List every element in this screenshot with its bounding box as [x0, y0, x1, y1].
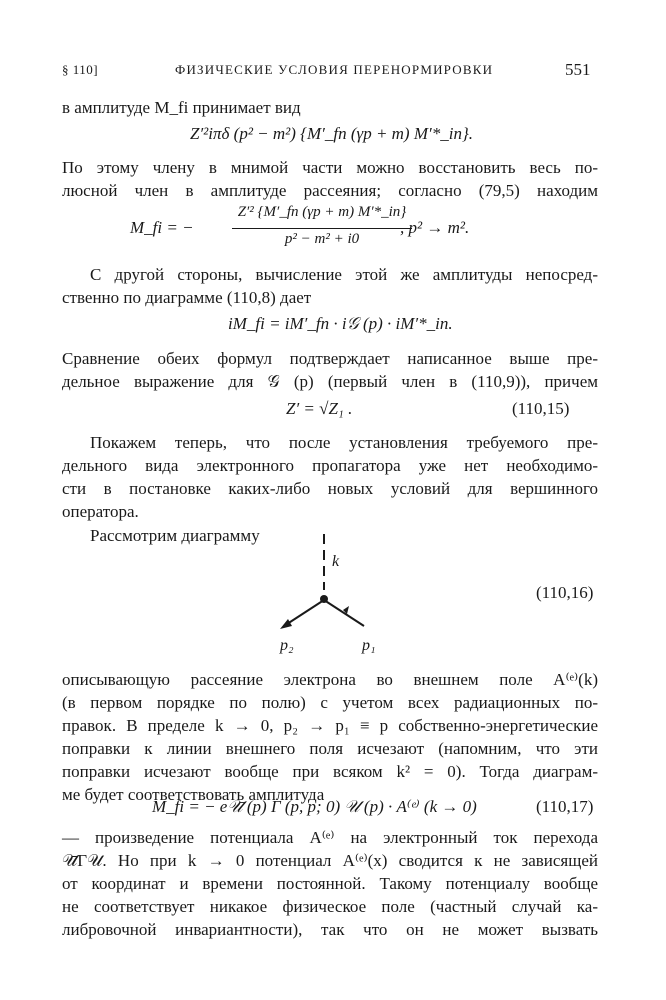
- formula-amplitude-lhs: M_fi = −: [130, 218, 194, 237]
- section-reference: § 110]: [62, 62, 99, 77]
- fraction-denominator: p² − m² + i0: [284, 231, 360, 247]
- formula-z-prime: Z′ = √Z₁ .: [286, 399, 353, 418]
- text-line: от координат и времени постоянной. Такому потенциалу вообще: [62, 874, 598, 893]
- text-line: дельное выражение для 𝒢 (p) (первый член в (110,9)), причем: [62, 372, 598, 391]
- equation-number: (110,16): [536, 583, 594, 602]
- outgoing-electron-line: [284, 600, 324, 626]
- text-line: либровочной инвариантности), так что он не может вызвать: [62, 920, 598, 939]
- text-line: ственно по диаграмме (110,8) дает: [62, 288, 312, 307]
- equation-number: (110,17): [536, 797, 594, 816]
- text-line: Рассмотрим диаграмму: [90, 526, 260, 545]
- photon-momentum-label: k: [332, 553, 340, 570]
- text-line: ме будет соответствовать амплитуда: [62, 785, 325, 804]
- electron-momentum-label: p₁: [362, 637, 376, 654]
- formula-imaginary-part: Z′²iπδ (p² − m²) {M′_fn (γp + m) M′*_in}.: [190, 124, 473, 143]
- text-line: С другой стороны, вычисление этой же амплитуды непосред-: [90, 265, 598, 284]
- text-line: поправки к линии внешнего поля исчезают (напомним, что эти: [62, 739, 598, 758]
- formula-pole-condition: , p² → m².: [400, 218, 470, 237]
- text-line: правок. В пределе k → 0, p₂ → p₁ ≡ p собственно-энергетические: [62, 716, 598, 735]
- incoming-electron-line: [324, 600, 364, 626]
- text-line: не соответствует никакое физическое поле (частный случай ка-: [62, 897, 598, 916]
- text-line: дельного вида электронного пропагатора уже нет необходимо-: [62, 456, 598, 475]
- page-number: 551: [565, 60, 591, 79]
- running-title: ФИЗИЧЕСКИЕ УСЛОВИЯ ПЕРЕНОРМИРОВКИ: [175, 62, 494, 77]
- text-line: 𝒰̄Γ𝒰. Но при k → 0 потенциал A⁽ᵉ⁾(x) сводится к не зависящей: [62, 851, 598, 870]
- text-line: в амплитуде M_fi принимает вид: [62, 98, 301, 117]
- text-line: Сравнение обеих формул подтверждает написанное выше пре-: [62, 349, 598, 368]
- vertex-dot: [320, 595, 328, 603]
- electron-momentum-label: p₂: [280, 637, 294, 654]
- text-line: оператора.: [62, 502, 139, 521]
- fraction-numerator: Z′² {M′_fn (γp + m) M′*_in}: [237, 204, 407, 220]
- text-line: поправки исчезают вообще при всяком k² = 0). Тогда диаграм-: [62, 762, 598, 781]
- outgoing-arrow-icon: [280, 619, 292, 629]
- text-line: — произведение потенциала A⁽ᵉ⁾ на электронный ток перехода: [62, 828, 598, 847]
- text-line: люсной член в амплитуде рассеяния; согласно (79,5) находим: [62, 181, 598, 200]
- text-line: Покажем теперь, что после установления требуемого пре-: [90, 433, 598, 452]
- formula-direct-amplitude: iM_fi = iM′_fn · i𝒢 (p) · iM′*_in.: [228, 314, 453, 333]
- text-line: По этому члену в мнимой части можно восстановить весь по-: [62, 158, 598, 177]
- equation-number: (110,15): [512, 399, 570, 418]
- fraction-bar: [232, 228, 412, 229]
- formula-vertex-amplitude: M_fi = − e𝒰̄ (p) Γ (p, p; 0) 𝒰 (p) · A⁽ᵉ⁾ (k → 0): [152, 797, 477, 816]
- feynman-diagram: [250, 528, 390, 660]
- text-line: сти в постановке каких-либо новых условий для вершинного: [62, 479, 598, 498]
- text-line: (в первом порядке по полю) с учетом всех радиационных по-: [62, 693, 598, 712]
- text-line: описывающую рассеяние электрона во внешнем поле A⁽ᵉ⁾(k): [62, 670, 598, 689]
